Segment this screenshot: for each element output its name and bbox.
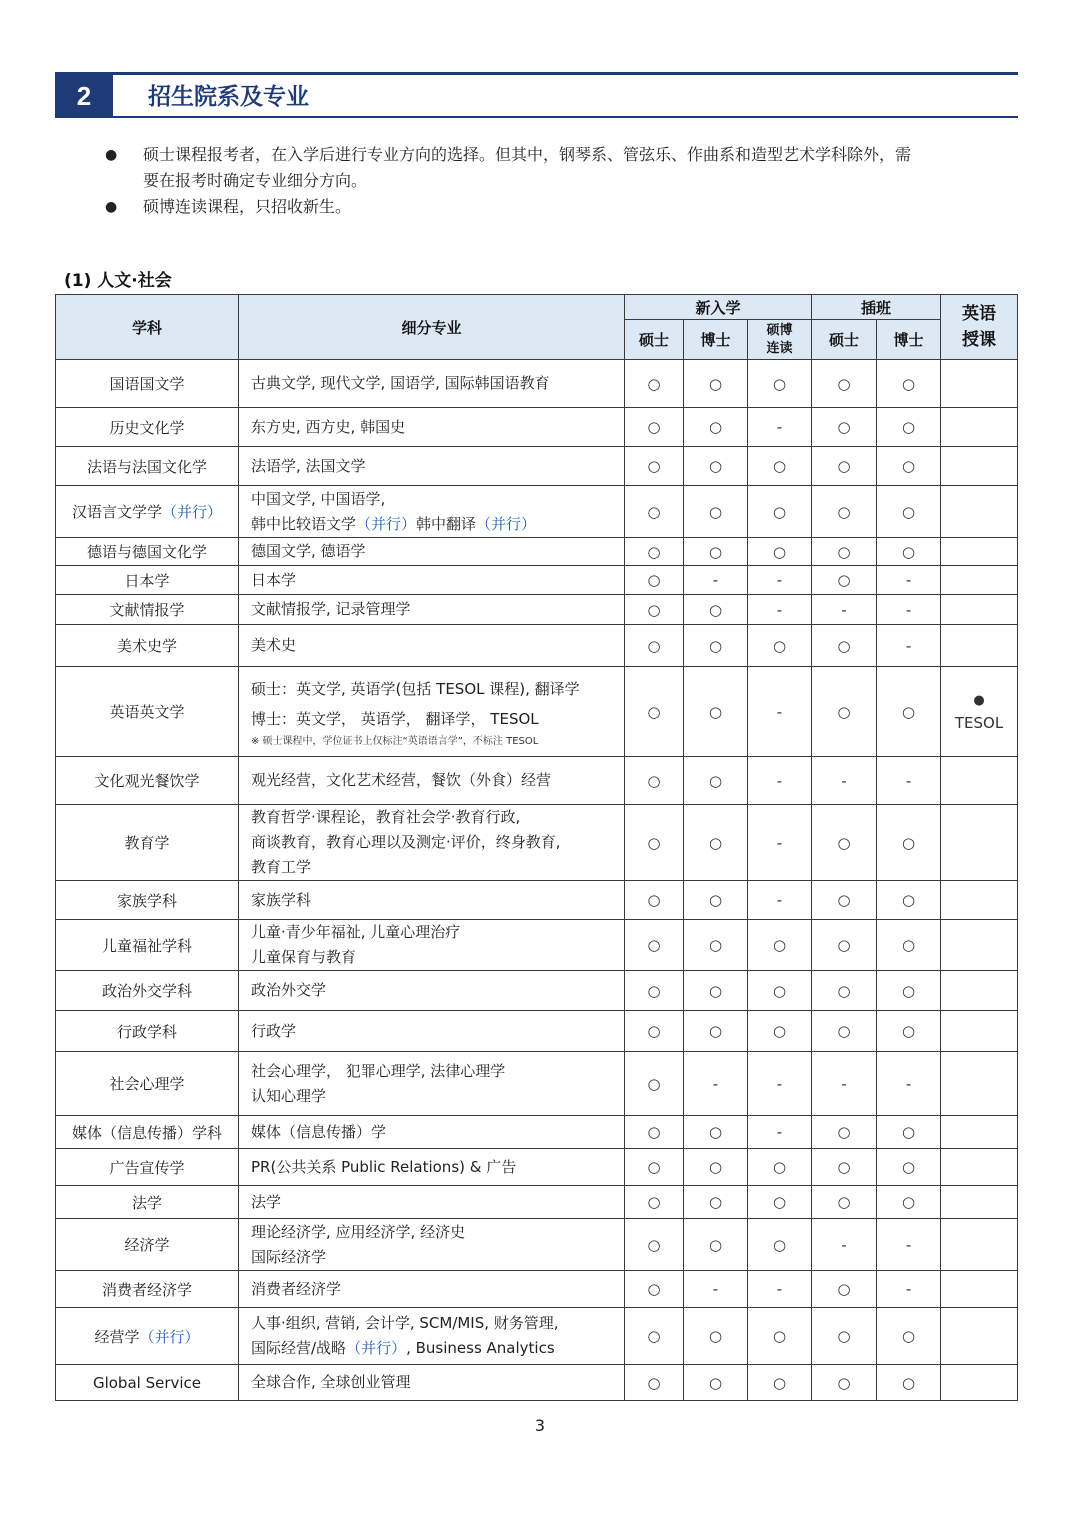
subsection-title: (1) 人文·社会 <box>64 271 172 291</box>
detail-cell <box>239 971 625 1011</box>
detail-cell <box>239 1149 625 1186</box>
detail-cell <box>239 1116 625 1149</box>
header-new-entry: 新入学 <box>625 295 812 320</box>
note-text: 硕士课程报考者，在入学后进行专业方向的选择。但其中，钢琴系、管弦乐、作曲系和造型艺术学科除外，需 <box>143 145 912 164</box>
subject-cell <box>56 408 239 447</box>
subject-cell <box>56 595 239 625</box>
subject-cell <box>56 1149 239 1186</box>
transfer-doctor-mark: ○ <box>877 1365 941 1401</box>
subject-cell <box>56 486 239 538</box>
detail-text: 消费者经济学 <box>251 1279 342 1298</box>
combined-mark: - <box>748 1116 812 1149</box>
subject-cell <box>56 447 239 486</box>
subject-name: 国语国文学 <box>109 375 185 393</box>
subject-cell <box>56 1271 239 1308</box>
table-row <box>56 566 1018 595</box>
combined-mark: - <box>748 1052 812 1116</box>
master-mark: ○ <box>625 1308 684 1365</box>
transfer-doctor-mark: - <box>877 757 941 805</box>
combined-mark: ○ <box>748 360 812 408</box>
detail-text: 行政学 <box>251 1021 297 1040</box>
detail-text: 教育工学 <box>251 858 312 876</box>
transfer-master-mark: ○ <box>812 360 877 408</box>
combined-mark: ○ <box>748 920 812 971</box>
subject-name: 英语英文学 <box>109 703 185 721</box>
english-cell <box>941 447 1018 486</box>
detail-text: 儿童·青少年福祉, 儿童心理治疗 <box>251 923 461 941</box>
doctor-mark: ○ <box>684 447 748 486</box>
master-mark: ○ <box>625 805 684 881</box>
detail-text: 德国文学, 德语学 <box>251 542 366 560</box>
parallel-tag: （并行） <box>356 514 417 533</box>
transfer-master-mark: - <box>812 1052 877 1116</box>
table-row <box>56 757 1018 805</box>
master-mark: ○ <box>625 625 684 667</box>
master-mark: ○ <box>625 881 684 920</box>
doctor-mark: ○ <box>684 920 748 971</box>
transfer-doctor-mark: ○ <box>877 360 941 408</box>
transfer-master-mark: ○ <box>812 1011 877 1052</box>
english-label: TESOL <box>954 713 1004 732</box>
detail-cell <box>239 1186 625 1219</box>
combined-mark: - <box>748 595 812 625</box>
english-cell <box>941 1308 1018 1365</box>
detail-text: 法学 <box>251 1192 282 1211</box>
transfer-master-mark: ○ <box>812 486 877 538</box>
transfer-doctor-mark: ○ <box>877 1186 941 1219</box>
detail-text: , Business Analytics <box>406 1339 555 1357</box>
doctor-mark: ○ <box>684 1219 748 1271</box>
bullet-icon: ● <box>105 199 118 215</box>
master-mark: ○ <box>625 408 684 447</box>
subject-name: 行政学科 <box>116 1022 177 1041</box>
detail-text: 全球合作, 全球创业管理 <box>251 1373 411 1391</box>
combined-mark: ○ <box>748 538 812 566</box>
transfer-doctor-mark: - <box>877 1271 941 1308</box>
doctor-mark: ○ <box>684 1186 748 1219</box>
combined-mark: - <box>748 1271 812 1308</box>
note-item <box>105 194 1017 220</box>
combined-mark: ○ <box>748 625 812 667</box>
subject-name: 广告宣传学 <box>109 1158 185 1177</box>
english-cell <box>941 360 1018 408</box>
detail-text: 媒体（信息传播）学 <box>251 1122 387 1141</box>
subject-name: 文化观光餐饮学 <box>94 772 200 790</box>
doctor-mark: - <box>684 1052 748 1116</box>
master-mark: ○ <box>625 486 684 538</box>
master-mark: ○ <box>625 1052 684 1116</box>
english-cell <box>941 408 1018 447</box>
table-row <box>56 881 1018 920</box>
detail-cell <box>239 595 625 625</box>
transfer-doctor-mark: - <box>877 1052 941 1116</box>
detail-text: 教育哲学·课程论，教育社会学·教育行政, <box>251 808 521 826</box>
table-row <box>56 360 1018 408</box>
detail-text: 日本学 <box>251 570 297 589</box>
transfer-doctor-mark: ○ <box>877 920 941 971</box>
subject-cell <box>56 667 239 757</box>
detail-cell <box>239 408 625 447</box>
doctor-mark: ○ <box>684 538 748 566</box>
combined-mark: ○ <box>748 1149 812 1186</box>
english-cell <box>941 1271 1018 1308</box>
detail-cell <box>239 1219 625 1271</box>
table-row <box>56 538 1018 566</box>
detail-text: 儿童保育与教育 <box>251 948 357 966</box>
transfer-master-mark: ○ <box>812 566 877 595</box>
transfer-doctor-mark: - <box>877 595 941 625</box>
table-row <box>56 1011 1018 1052</box>
detail-text: 美术史 <box>251 636 297 654</box>
doctor-mark: ○ <box>684 1149 748 1186</box>
subject-name: 历史文化学 <box>109 418 185 437</box>
subject-name: 经营学 <box>94 1327 140 1346</box>
detail-text: 韩中比较语文学 <box>251 514 357 533</box>
transfer-master-mark: ○ <box>812 1308 877 1365</box>
subject-name: 日本学 <box>124 571 170 590</box>
english-cell <box>941 920 1018 971</box>
subject-name: 政治外交学科 <box>101 982 192 1000</box>
parallel-tag: （并行） <box>476 514 537 533</box>
detail-cell <box>239 1308 625 1365</box>
detail-cell <box>239 360 625 408</box>
transfer-master-mark: - <box>812 1219 877 1271</box>
detail-cell <box>239 920 625 971</box>
doctor-mark: ○ <box>684 757 748 805</box>
transfer-doctor-mark: ○ <box>877 1149 941 1186</box>
subject-cell <box>56 625 239 667</box>
subject-cell <box>56 1052 239 1116</box>
table-row <box>56 1186 1018 1219</box>
subject-cell <box>56 971 239 1011</box>
detail-cell <box>239 538 625 566</box>
table-row <box>56 1219 1018 1271</box>
detail-text: 文献情报学, 记录管理学 <box>251 600 411 618</box>
subject-name: 文献情报学 <box>109 601 185 619</box>
transfer-master-mark: ○ <box>812 920 877 971</box>
table-row <box>56 971 1018 1011</box>
subject-cell <box>56 360 239 408</box>
table-row <box>56 1365 1018 1401</box>
doctor-mark: ○ <box>684 360 748 408</box>
detail-cell <box>239 757 625 805</box>
subject-name: 经济学 <box>124 1236 170 1254</box>
detail-text: 韩中翻译 <box>416 514 477 533</box>
detail-text: 国际经营/战略 <box>251 1339 347 1357</box>
transfer-doctor-mark: ○ <box>877 486 941 538</box>
header-doctor: 博士 <box>684 320 748 360</box>
subject-cell <box>56 881 239 920</box>
detail-cell <box>239 1011 625 1052</box>
detail-text: 古典文学, 现代文学, 国语学, 国际韩国语教育 <box>251 374 550 392</box>
detail-cell <box>239 447 625 486</box>
doctor-mark: ○ <box>684 881 748 920</box>
transfer-doctor-mark: ○ <box>877 1011 941 1052</box>
english-cell <box>941 486 1018 538</box>
master-mark: ○ <box>625 1271 684 1308</box>
section-number-badge: 2 <box>55 75 113 118</box>
transfer-master-mark: ○ <box>812 971 877 1011</box>
english-cell <box>941 971 1018 1011</box>
subject-name: 儿童福祉学科 <box>101 936 192 955</box>
transfer-master-mark: ○ <box>812 1149 877 1186</box>
detail-text: 政治外交学 <box>251 981 327 999</box>
detail-text: 博士：英文学， 英语学， 翻译学， TESOL <box>251 709 539 728</box>
transfer-doctor-mark: ○ <box>877 805 941 881</box>
subject-cell <box>56 538 239 566</box>
table-row <box>56 667 1018 757</box>
detail-text: 国际经济学 <box>251 1247 327 1266</box>
detail-cell <box>239 486 625 538</box>
subject-cell <box>56 1011 239 1052</box>
master-mark: ○ <box>625 667 684 757</box>
combined-mark: - <box>748 667 812 757</box>
detail-text: 中国文学, 中国语学, <box>251 489 386 508</box>
note-item <box>105 142 1017 194</box>
combined-mark: ○ <box>748 447 812 486</box>
subject-name: 家族学科 <box>116 891 177 910</box>
transfer-master-mark: - <box>812 757 877 805</box>
master-mark: ○ <box>625 920 684 971</box>
detail-cell <box>239 667 625 757</box>
master-mark: ○ <box>625 1186 684 1219</box>
master-mark: ○ <box>625 1365 684 1401</box>
table-row <box>56 920 1018 971</box>
detail-text: PR(公共关系 Public Relations) & 广告 <box>251 1157 517 1176</box>
detail-cell <box>239 805 625 881</box>
programs-table <box>55 294 1018 1401</box>
header-detail: 细分专业 <box>239 295 625 360</box>
parallel-tag: （并行） <box>139 1327 200 1346</box>
parallel-tag: （并行） <box>162 503 223 521</box>
doctor-mark: ○ <box>684 486 748 538</box>
transfer-master-mark: ○ <box>812 447 877 486</box>
detail-cell <box>239 1052 625 1116</box>
subject-name: 美术史学 <box>116 637 177 655</box>
doctor-mark: ○ <box>684 1308 748 1365</box>
subject-name: Global Service <box>92 1373 202 1392</box>
transfer-doctor-mark: ○ <box>877 1308 941 1365</box>
note-text: 要在报考时确定专业细分方向。 <box>143 171 368 190</box>
detail-text: 理论经济学, 应用经济学, 经济史 <box>251 1222 466 1241</box>
header-top-rule <box>55 72 1018 75</box>
subject-name: 德语与德国文化学 <box>86 543 207 561</box>
doctor-mark: - <box>684 566 748 595</box>
english-cell <box>941 1186 1018 1219</box>
detail-cell <box>239 881 625 920</box>
transfer-master-mark: ○ <box>812 625 877 667</box>
header-english: 英语 授课 <box>941 295 1018 360</box>
english-cell <box>941 1219 1018 1271</box>
transfer-master-mark: ○ <box>812 1271 877 1308</box>
table-row <box>56 447 1018 486</box>
english-dot-icon: ● <box>973 692 985 708</box>
subject-name: 法语与法国文化学 <box>86 457 207 476</box>
detail-cell <box>239 625 625 667</box>
master-mark: ○ <box>625 1219 684 1271</box>
table-row <box>56 1149 1018 1186</box>
transfer-master-mark: ○ <box>812 1186 877 1219</box>
table-row <box>56 1271 1018 1308</box>
master-mark: ○ <box>625 757 684 805</box>
detail-text: 法语学, 法国文学 <box>251 456 366 475</box>
table-row <box>56 805 1018 881</box>
table-row <box>56 595 1018 625</box>
subject-cell <box>56 757 239 805</box>
master-mark: ○ <box>625 1149 684 1186</box>
detail-text: 社会心理学， 犯罪心理学, 法律心理学 <box>251 1061 506 1080</box>
detail-cell <box>239 566 625 595</box>
doctor-mark: ○ <box>684 1116 748 1149</box>
header-transfer-master: 硕士 <box>812 320 877 360</box>
header-master: 硕士 <box>625 320 684 360</box>
transfer-doctor-mark: ○ <box>877 408 941 447</box>
combined-mark: ○ <box>748 1365 812 1401</box>
transfer-doctor-mark: ○ <box>877 971 941 1011</box>
doctor-mark: ○ <box>684 667 748 757</box>
header-transfer: 插班 <box>812 295 941 320</box>
table-row <box>56 1052 1018 1116</box>
english-cell <box>941 757 1018 805</box>
combined-mark: ○ <box>748 971 812 1011</box>
combined-mark: ○ <box>748 486 812 538</box>
english-cell <box>941 1365 1018 1401</box>
header-combined: 硕博 连读 <box>748 320 812 360</box>
detail-note: ※ 硕士课程中，学位证书上仅标注“英语语言学”，不标注 TESOL <box>251 735 539 747</box>
bullet-icon: ● <box>105 147 118 163</box>
subject-cell <box>56 1308 239 1365</box>
master-mark: ○ <box>625 1011 684 1052</box>
detail-text: 观光经营，文化艺术经营，餐饮（外食）经营 <box>251 771 552 789</box>
combined-mark: ○ <box>748 1186 812 1219</box>
header-subject: 学科 <box>56 295 239 360</box>
english-cell <box>941 566 1018 595</box>
detail-cell <box>239 1271 625 1308</box>
doctor-mark: - <box>684 1271 748 1308</box>
table-row <box>56 1308 1018 1365</box>
master-mark: ○ <box>625 566 684 595</box>
english-cell <box>941 667 1018 757</box>
transfer-doctor-mark: - <box>877 1219 941 1271</box>
subject-cell <box>56 1186 239 1219</box>
combined-mark: - <box>748 757 812 805</box>
english-cell <box>941 1116 1018 1149</box>
subject-name: 消费者经济学 <box>101 1280 192 1299</box>
combined-mark: ○ <box>748 1011 812 1052</box>
master-mark: ○ <box>625 360 684 408</box>
english-cell <box>941 1052 1018 1116</box>
transfer-master-mark: ○ <box>812 408 877 447</box>
subject-cell <box>56 1365 239 1401</box>
subject-name: 媒体（信息传播）学科 <box>71 1123 222 1142</box>
english-cell <box>941 1149 1018 1186</box>
transfer-master-mark: ○ <box>812 881 877 920</box>
combined-mark: ○ <box>748 1219 812 1271</box>
combined-mark: ○ <box>748 1308 812 1365</box>
doctor-mark: ○ <box>684 1365 748 1401</box>
transfer-master-mark: ○ <box>812 667 877 757</box>
table-row <box>56 625 1018 667</box>
doctor-mark: ○ <box>684 971 748 1011</box>
doctor-mark: ○ <box>684 1011 748 1052</box>
english-cell <box>941 538 1018 566</box>
doctor-mark: ○ <box>684 805 748 881</box>
section-title: 招生院系及专业 <box>148 84 309 110</box>
table-row <box>56 486 1018 538</box>
header-bottom-rule <box>113 116 1018 118</box>
subject-cell <box>56 1116 239 1149</box>
master-mark: ○ <box>625 595 684 625</box>
transfer-doctor-mark: ○ <box>877 538 941 566</box>
subject-cell <box>56 805 239 881</box>
table-row <box>56 408 1018 447</box>
doctor-mark: ○ <box>684 595 748 625</box>
table-row <box>56 1116 1018 1149</box>
detail-text: 商谈教育，教育心理以及测定·评价，终身教育, <box>251 833 561 851</box>
transfer-doctor-mark: ○ <box>877 881 941 920</box>
combined-mark: - <box>748 408 812 447</box>
detail-text: 硕士：英文学, 英语学(包括 TESOL 课程), 翻译学 <box>251 679 580 698</box>
transfer-doctor-mark: ○ <box>877 447 941 486</box>
transfer-master-mark: ○ <box>812 538 877 566</box>
english-cell <box>941 625 1018 667</box>
subject-cell <box>56 920 239 971</box>
english-cell <box>941 1011 1018 1052</box>
transfer-doctor-mark: - <box>877 625 941 667</box>
master-mark: ○ <box>625 538 684 566</box>
combined-mark: - <box>748 881 812 920</box>
subject-name: 教育学 <box>124 834 170 852</box>
subject-name: 法学 <box>131 1193 162 1212</box>
transfer-master-mark: ○ <box>812 1365 877 1401</box>
subject-cell <box>56 566 239 595</box>
doctor-mark: ○ <box>684 408 748 447</box>
master-mark: ○ <box>625 447 684 486</box>
transfer-master-mark: - <box>812 595 877 625</box>
doctor-mark: ○ <box>684 625 748 667</box>
english-cell <box>941 881 1018 920</box>
subject-name: 汉语言文学学 <box>71 503 162 521</box>
master-mark: ○ <box>625 1116 684 1149</box>
transfer-doctor-mark: ○ <box>877 1116 941 1149</box>
transfer-master-mark: ○ <box>812 805 877 881</box>
detail-cell <box>239 1365 625 1401</box>
note-text: 硕博连读课程，只招收新生。 <box>143 197 352 216</box>
subject-name: 社会心理学 <box>109 1075 185 1093</box>
master-mark: ○ <box>625 971 684 1011</box>
transfer-doctor-mark: - <box>877 566 941 595</box>
english-cell <box>941 595 1018 625</box>
transfer-master-mark: ○ <box>812 1116 877 1149</box>
transfer-doctor-mark: ○ <box>877 667 941 757</box>
header-transfer-doctor: 博士 <box>877 320 941 360</box>
parallel-tag: （并行） <box>346 1339 407 1357</box>
english-cell <box>941 805 1018 881</box>
detail-text: 东方史, 西方史, 韩国史 <box>251 417 406 436</box>
detail-text: 人事·组织, 营销, 会计学, SCM/MIS, 财务管理, <box>251 1314 559 1332</box>
notes-list <box>105 142 1017 220</box>
combined-mark: - <box>748 566 812 595</box>
combined-mark: - <box>748 805 812 881</box>
detail-text: 认知心理学 <box>251 1086 327 1105</box>
page-number: 3 <box>534 1416 546 1435</box>
detail-text: 家族学科 <box>251 890 312 909</box>
subject-cell <box>56 1219 239 1271</box>
